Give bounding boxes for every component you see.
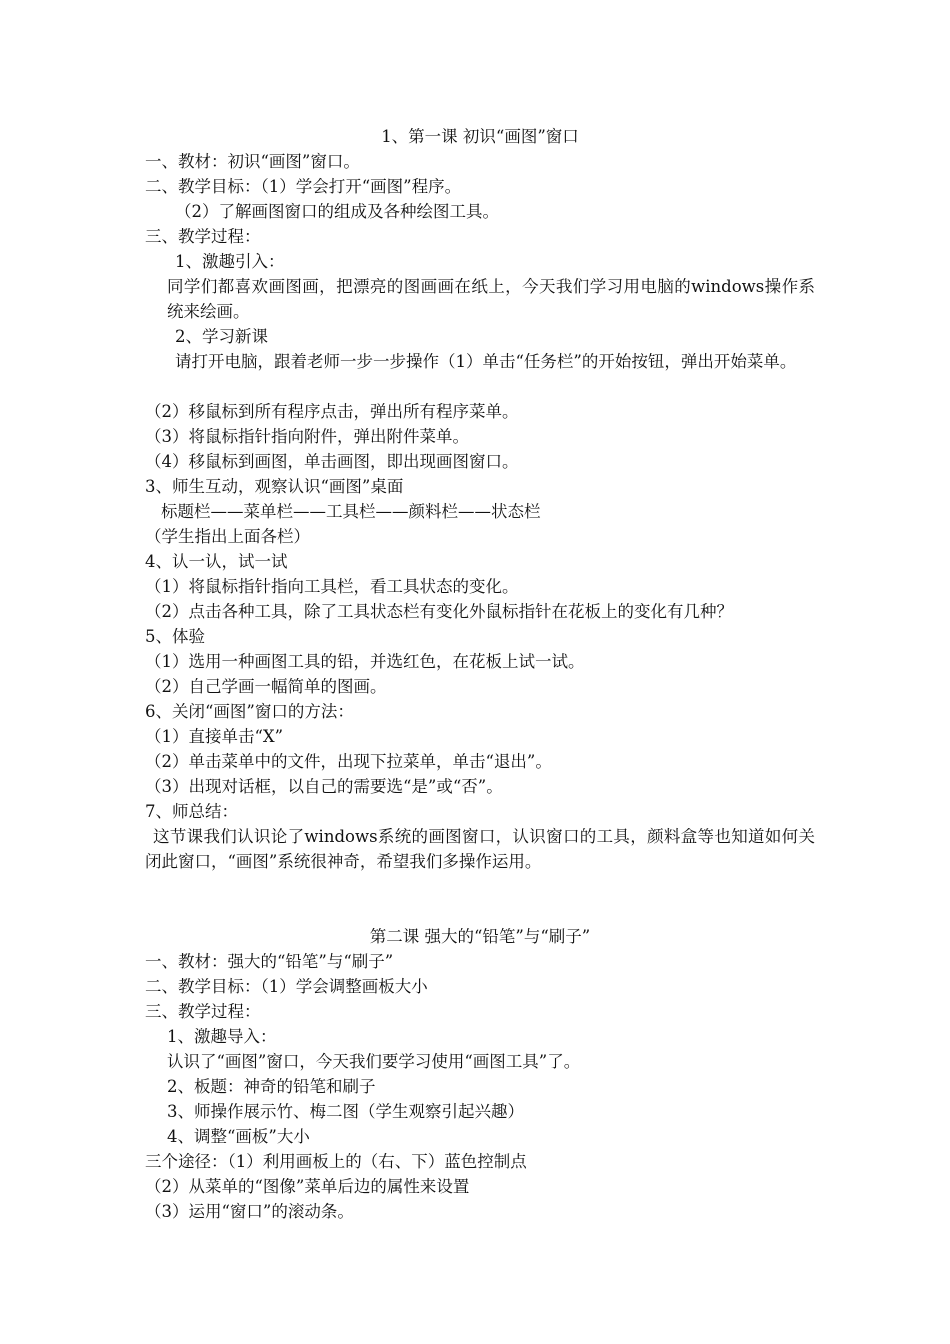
lesson1-op-4: （4）移鼠标到画图，单击画图，即出现画图窗口。 bbox=[145, 452, 519, 471]
lesson1-intro-paragraph: 同学们都喜欢画图画，把漂亮的图画画在纸上，今天我们学习用电脑的windows操作系统来绘画。 bbox=[167, 277, 815, 321]
document-page bbox=[145, 124, 815, 1224]
lesson2-process-heading: 三、教学过程： bbox=[145, 1002, 261, 1021]
lesson1-experience-1: （1）选用一种画图工具的铅，并选红色，在花板上试一试。 bbox=[145, 652, 585, 671]
lesson1-textbook: 一、教材：初识“画图”窗口。 bbox=[145, 152, 360, 171]
lesson1-goals: 二、教学目标：（1）学会打开“画图”程序。 bbox=[145, 177, 462, 196]
lesson1-step-1: 1、激趣引入： bbox=[175, 252, 285, 271]
lesson1-op-3: （3）将鼠标指针指向附件，弹出附件菜单。 bbox=[145, 427, 469, 446]
lesson1-bars-list: 标题栏——菜单栏——工具栏——颜料栏——状态栏 bbox=[161, 502, 541, 521]
lesson2-way-2: （2）从菜单的“图像”菜单后边的属性来设置 bbox=[145, 1177, 470, 1196]
lesson1-step-6: 6、关闭“画图”窗口的方法： bbox=[145, 702, 354, 721]
lesson1-goal-2: （2）了解画图窗口的组成及各种绘图工具。 bbox=[175, 202, 499, 221]
lesson1-step-2: 2、学习新课 bbox=[175, 327, 268, 346]
lesson1-op-2: （2）移鼠标到所有程序点击，弹出所有程序菜单。 bbox=[145, 402, 519, 421]
lesson1-step-3: 3、师生互动，观察认识“画图”桌面 bbox=[145, 477, 404, 496]
lesson1-summary-paragraph: 这节课我们认识论了windows系统的画图窗口，认识窗口的工具，颜料盒等也知道如何关闭此窗口，“画图”系统很神奇，希望我们多操作运用。 bbox=[145, 827, 815, 871]
lesson1-step-4: 4、认一认，试一试 bbox=[145, 552, 288, 571]
lesson1-try-1: （1）将鼠标指针指向工具栏，看工具状态的变化。 bbox=[145, 577, 519, 596]
lesson2-title: 第二课 强大的“铅笔”与“刷子” bbox=[369, 927, 591, 946]
lesson1-close-3: （3）出现对话框，以自己的需要选“是”或“否”。 bbox=[145, 777, 503, 796]
lesson2-way-3: （3）运用“窗口”的滚动条。 bbox=[145, 1202, 354, 1221]
lesson2-step-1: 1、激趣导入： bbox=[167, 1027, 277, 1046]
lesson2-step-2: 2、板题：神奇的铅笔和刷子 bbox=[167, 1077, 376, 1096]
lesson2-intro: 认识了“画图”窗口，今天我们要学习使用“画图工具”了。 bbox=[167, 1052, 581, 1071]
lesson2-goals: 二、教学目标：（1）学会调整画板大小 bbox=[145, 977, 428, 996]
lesson1-step-5: 5、体验 bbox=[145, 627, 205, 646]
lesson1-close-1: （1）直接单击“X” bbox=[145, 727, 284, 746]
section-gap bbox=[145, 874, 815, 924]
lesson1-title: 1、第一课 初识“画图”窗口 bbox=[381, 127, 579, 146]
lesson1-step-7: 7、师总结： bbox=[145, 802, 238, 821]
lesson1-try-2: （2）点击各种工具，除了工具状态栏有变化外鼠标指针在花板上的变化有几种？ bbox=[145, 602, 733, 621]
lesson2-textbook: 一、教材：强大的“铅笔”与“刷子” bbox=[145, 952, 394, 971]
lesson1-experience-2: （2）自己学画一幅简单的图画。 bbox=[145, 677, 387, 696]
lesson1-process-heading: 三、教学过程： bbox=[145, 227, 261, 246]
lesson1-operation-paragraph: 请打开电脑，跟着老师一步一步操作（1）单击“任务栏”的开始按钮，弹出开始菜单。 bbox=[175, 352, 797, 371]
lesson2-step-3: 3、师操作展示竹、梅二图（学生观察引起兴趣） bbox=[167, 1102, 524, 1121]
lesson2-step-4: 4、调整“画板”大小 bbox=[167, 1127, 310, 1146]
lesson2-way-1: 三个途径：（1）利用画板上的（右、下）蓝色控制点 bbox=[145, 1152, 527, 1171]
lesson1-close-2: （2）单击菜单中的文件，出现下拉菜单，单击“退出”。 bbox=[145, 752, 552, 771]
lesson1-bars-note: （学生指出上面各栏） bbox=[145, 527, 310, 546]
